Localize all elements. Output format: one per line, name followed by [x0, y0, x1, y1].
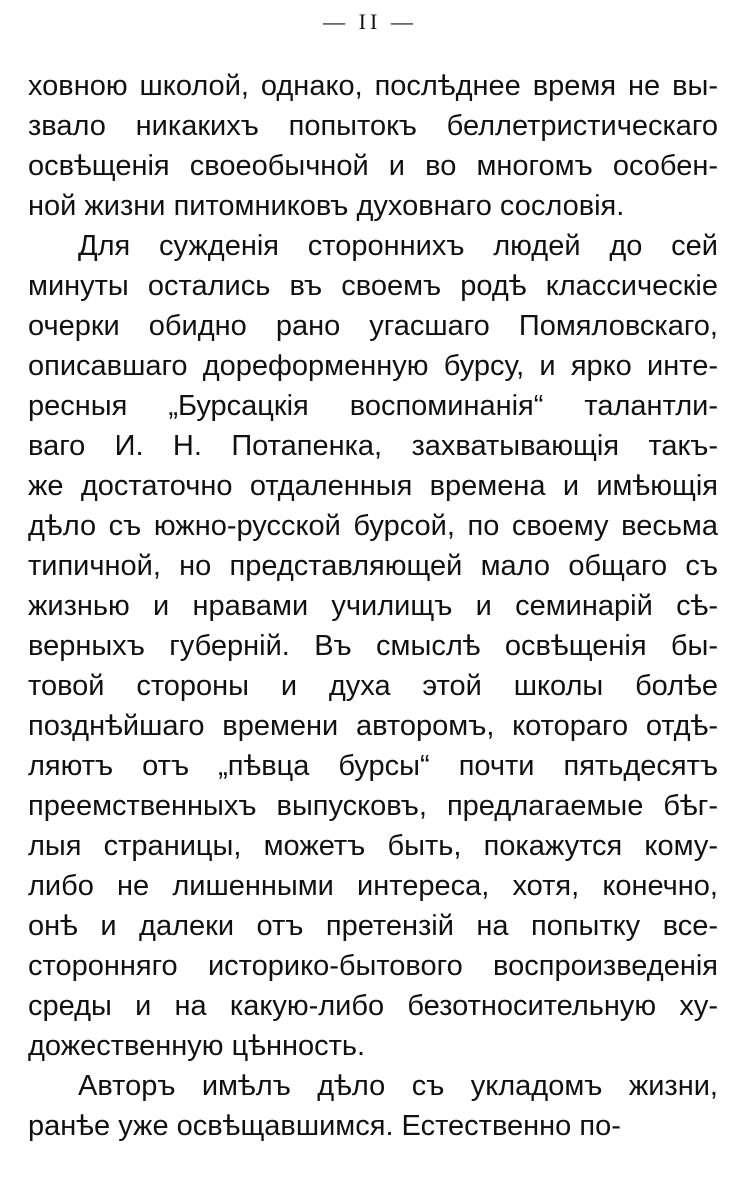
text-line: звало никакихъ попытокъ беллетристическаго	[28, 110, 718, 142]
text-line: среды и на какую-либо безотносительную ху-	[28, 990, 718, 1022]
text-line: верныхъ губерній. Въ смыслѣ освѣщенія бы-	[28, 630, 718, 662]
text-line: Авторъ имѣлъ дѣло съ укладомъ жизни,	[78, 1070, 718, 1102]
text-line: ресныя „Бурсацкія воспоминанія“ талантли-	[28, 390, 718, 422]
page-number: — II —	[323, 9, 417, 34]
paragraph	[28, 226, 718, 1066]
text-line: освѣщенія своеобычной и во многомъ особен-	[28, 150, 718, 182]
text-line: товой стороны и духа этой школы болѣе	[28, 670, 718, 702]
text-line: позднѣйшаго времени авторомъ, котораго отдѣ-	[28, 710, 718, 742]
text-line: ранѣе уже освѣщавшимся. Естественно по-	[28, 1110, 621, 1142]
text-line: Для сужденія стороннихъ людей до сей	[78, 230, 718, 262]
text-line: ляютъ отъ „пѣвца бурсы“ почти пятьдесятъ	[28, 750, 718, 782]
text-line: ваго И. Н. Потапенка, захватывающія такъ-	[28, 430, 718, 462]
text-line: дожественную цѣнность.	[28, 1030, 366, 1062]
text-line: сторонняго историко-бытового воспроизведенія	[28, 950, 718, 982]
text-line: ной жизни питомниковъ духовнаго сословія.	[28, 190, 625, 222]
text-line: описавшаго дореформенную бурсу, и ярко инте-	[28, 350, 718, 382]
text-line: преемственныхъ выпусковъ, предлагаемые бѣг-	[28, 790, 718, 822]
text-line: онѣ и далеки отъ претензій на попытку все-	[28, 910, 718, 942]
text-line: ховною школой, однако, послѣднее время не вы-	[28, 70, 718, 102]
text-line: очерки обидно рано угасшаго Помяловскаго,	[28, 310, 718, 342]
text-line: дѣло съ южно-русской бурсой, по своему весьма	[28, 510, 718, 542]
text-line: либо не лишенными интереса, хотя, конечно,	[28, 870, 718, 902]
text-line: минуты остались въ своемъ родѣ классическіе	[28, 270, 718, 302]
text-line: типичной, но представляющей мало общаго съ	[28, 550, 718, 582]
text-line: лыя страницы, можетъ быть, покажутся кому-	[28, 830, 718, 862]
body-text	[28, 66, 718, 1146]
paragraph	[28, 66, 718, 226]
text-line: же достаточно отдаленныя времена и имѣющія	[28, 470, 718, 502]
text-line: жизнью и нравами училищъ и семинарій сѣ-	[28, 590, 718, 622]
paragraph	[28, 1066, 718, 1146]
